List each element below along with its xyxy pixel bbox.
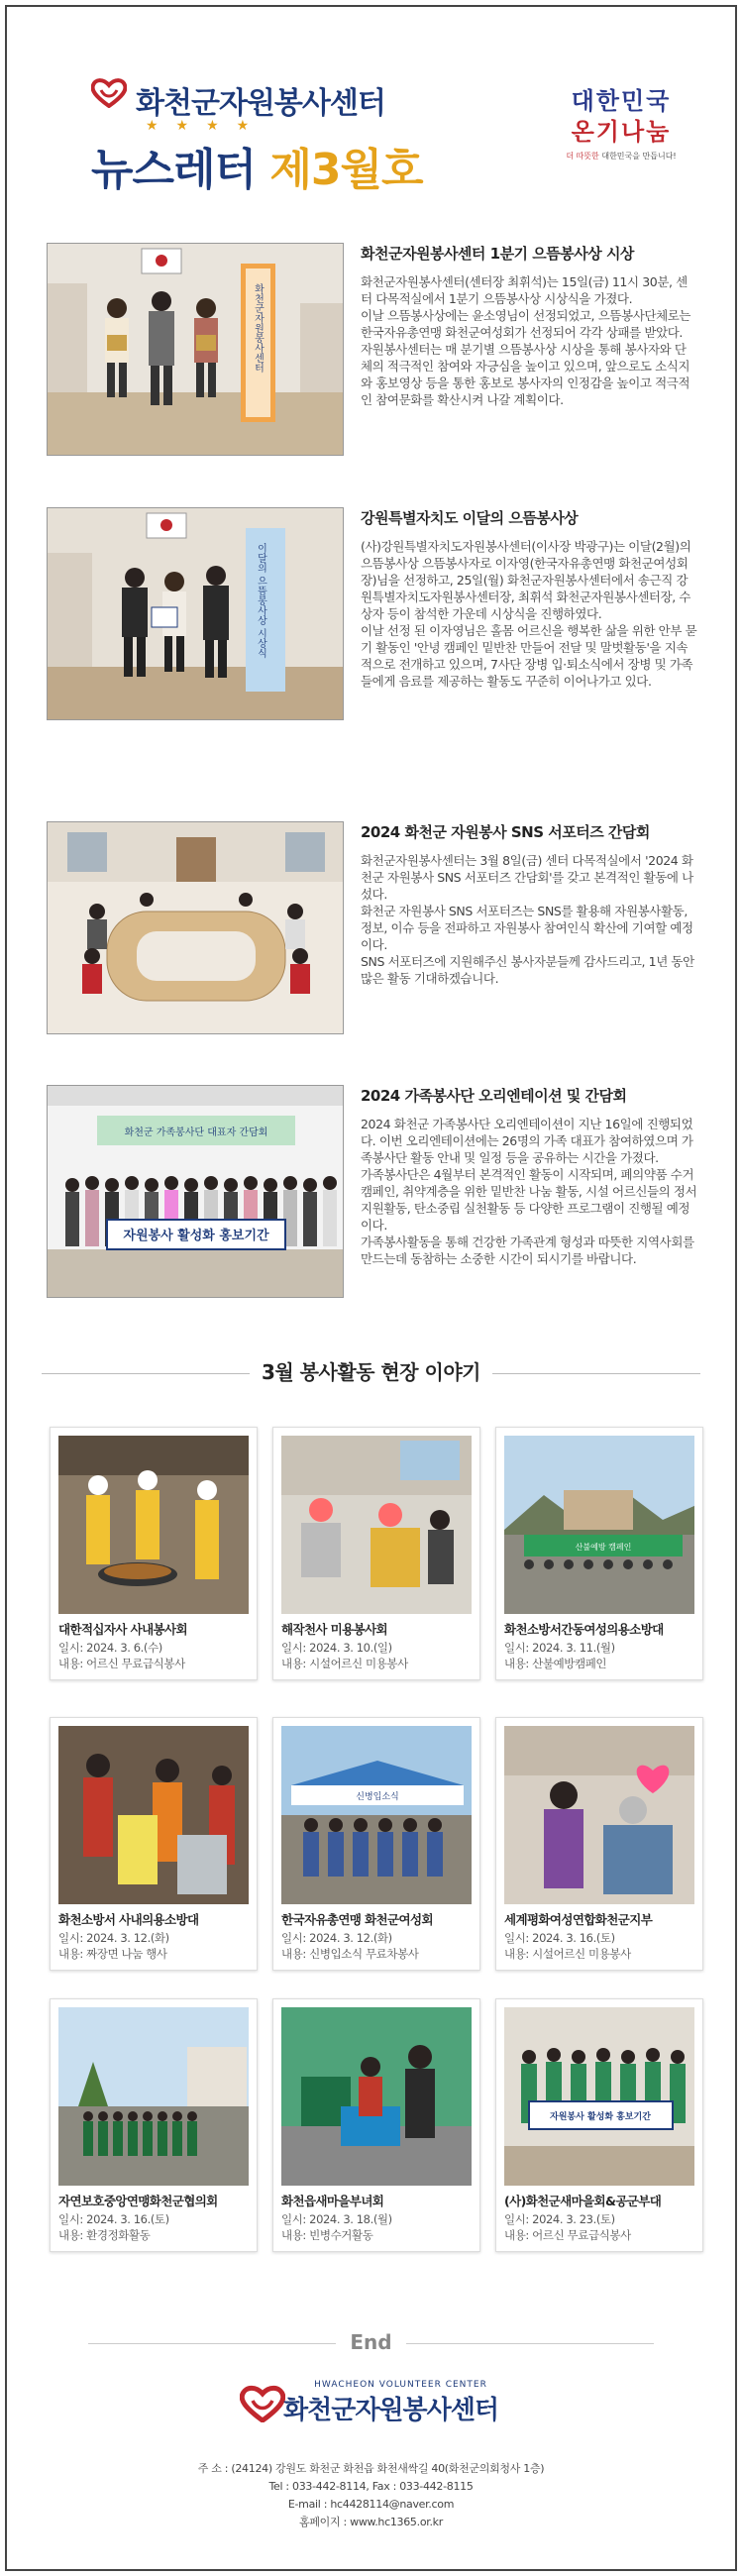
monthly-award-photo: [48, 508, 344, 720]
article-3-text: [361, 821, 697, 987]
card-6-title: 세계평화여성연합화천군지부: [504, 1912, 653, 1927]
footer-contact: [7, 2460, 735, 2531]
activity-card-9: [495, 1998, 703, 2252]
card-2-title: 해작천사 미용봉사회: [281, 1622, 388, 1637]
footer-korean-name: 화천군자원봉사센터: [282, 2396, 499, 2425]
article-2-photo: [47, 507, 344, 720]
card-3-title: 화천소방서간동여성의용소방대: [504, 1622, 664, 1637]
card-2-date: 일시: 2024. 3. 10.(일): [281, 1641, 392, 1655]
footer-tel: Tel : 033-442-8114, Fax : 033-442-8115: [268, 2480, 474, 2493]
divider: [406, 2343, 654, 2344]
card-2-photo: [281, 1436, 472, 1614]
activity-card-3: [495, 1427, 703, 1680]
card-9-content: 내용: 어르신 무료급식봉사: [504, 2228, 631, 2242]
card-5-date: 일시: 2024. 3. 12.(화): [281, 1931, 392, 1945]
activity-card-7: [50, 1998, 258, 2252]
card-3-photo: [504, 1436, 694, 1614]
card-5-photo: [281, 1726, 472, 1904]
footer-english-name: HWACHEON VOLUNTEER CENTER: [314, 2380, 487, 2390]
article-1: [47, 243, 695, 461]
banner-text: 신병입소식: [356, 1792, 399, 1802]
award-ceremony-photo: [48, 244, 344, 456]
title-stars: ★★★★: [146, 118, 267, 134]
card-1-title: 대한적십자사 사내봉사회: [58, 1622, 187, 1637]
sns-meeting-photo: [48, 822, 344, 1034]
activity-card-5: [272, 1717, 480, 1971]
card-4-photo: [58, 1726, 249, 1904]
card-8-content: 내용: 빈병수거활동: [281, 2228, 373, 2242]
card-9-date: 일시: 2024. 3. 23.(토): [504, 2212, 615, 2226]
article-2-body: (사)강원특별자치도자원봉사센터(이사장 박광구)는 이달(2월)의 으뜸봉사상 으뜸봉사자로 이자영(한국자유총연맹 화천군여성회장)님을 선정하고, 25일(월) 화천군자원봉사센터에서 송근직 강원특별자치도자원봉사센터장, 최휘석 화천군자원봉사센터장, 수상자 등이 참석한 가운데 시상식을 진행하였다. 이날 선정 된 이자영님은 홀몸 어르신을 행복한 삶을 위한 안부 묻기 활동인 '안녕 캠페인 밑반찬 만들어 전달 및 말벗활동'을 지속적으로 전개하고 있으며, 7사단 장병 입·퇴소식에서 장병 및 가족들에게 음료를 제공하는 활동도 꾸준히 이어나가고 있다.: [361, 539, 697, 689]
end-label: End: [350, 2330, 392, 2354]
card-6-content: 내용: 시설어르신 미용봉사: [504, 1947, 631, 1961]
card-6-date: 일시: 2024. 3. 16.(토): [504, 1931, 615, 1945]
newsletter-issue: 제3월호: [269, 145, 423, 195]
card-3-content: 내용: 산불예방캠페인: [504, 1657, 607, 1670]
article-3-photo: [47, 821, 344, 1034]
article-2-title: 강원특별자치도 이달의 으뜸봉사상: [361, 509, 579, 527]
article-3-body: 화천군자원봉사센터는 3월 8일(금) 센터 다목적실에서 '2024 화천군 자원봉사 SNS 서포터즈 간담회'를 갖고 본격적인 활동에 나섰다. 화천군 자원봉사 SNS 서포터즈는 SNS를 활용해 자원봉사활동, 정보, 이슈 등을 전파하고 자원봉사 참여인식 확산에 기여할 예정이다. SNS 서포터즈에 지원해주신 봉사자분들께 감사드리고, 1년 동안 많은 활동 기대하겠습니다.: [361, 853, 694, 986]
article-4-body: 2024 화천군 가족봉사단 오리엔테이션이 지난 16일에 진행되었다. 이번 오리엔테이션에는 26명의 가족 대표가 참여하였으며 가족봉사단 활동 안내 및 일정 등을 공유하는 시간을 가졌다. 가족봉사단은 4월부터 본격적인 활동이 시작되며, 폐의약품 수거 캠페인, 취약계층을 위한 밑반찬 나눔 활동, 시설 어르신들의 정서지원활동, 탄소중립 실천활동 등 다양한 프로그램이 진행될 예정이다. 가족봉사활동을 통해 건강한 가족관계 형성과 따뜻한 지역사회를 만드는데 동참하는 소중한 시간이 되시기를 바랍니다.: [361, 1117, 697, 1266]
article-2: [47, 507, 695, 725]
banner-text: 자원봉사 활성화 홍보기간: [123, 1229, 269, 1243]
divider: [492, 1373, 700, 1374]
family-volunteer-photo: [48, 1086, 344, 1298]
card-6-photo: [504, 1726, 694, 1904]
divider: [88, 2343, 336, 2344]
footer-homepage[interactable]: 홈페이지 : www.hc1365.or.kr: [299, 2516, 443, 2528]
card-7-date: 일시: 2024. 3. 16.(토): [58, 2212, 169, 2226]
card-1-content: 내용: 어르신 무료급식봉사: [58, 1657, 185, 1670]
banner-text: 화천군 가족봉사단 대표자 간담회: [124, 1127, 268, 1138]
article-2-text: [361, 507, 697, 690]
card-5-content: 내용: 신병입소식 무료차봉사: [281, 1947, 419, 1961]
card-8-date: 일시: 2024. 3. 18.(월): [281, 2212, 392, 2226]
card-3-date: 일시: 2024. 3. 11.(월): [504, 1641, 615, 1655]
article-3-title: 2024 화천군 자원봉사 SNS 서포터즈 간담회: [361, 823, 650, 841]
card-4-title: 화천소방서 사내의용소방대: [58, 1912, 199, 1927]
banner-text: 자원봉사 활성화 홍보기간: [550, 2112, 651, 2122]
slogan-line3: [557, 151, 686, 161]
activity-card-2: [272, 1427, 480, 1680]
newsletter-prefix: 뉴스레터: [91, 145, 257, 195]
newsletter-page: [5, 5, 737, 2571]
card-9-photo: [504, 2007, 694, 2186]
article-1-text: [361, 243, 697, 408]
end-marker: [7, 2330, 735, 2354]
card-4-date: 일시: 2024. 3. 12.(화): [58, 1931, 169, 1945]
article-1-photo: [47, 243, 344, 456]
card-2-content: 내용: 시설어르신 미용봉사: [281, 1657, 408, 1670]
activity-card-4: [50, 1717, 258, 1971]
card-7-title: 자연보호중앙연맹화천군협의회: [58, 2194, 218, 2208]
banner-text: 산불예방 캠페인: [575, 1543, 632, 1552]
banner-text: 이달의 으뜸봉사상 시상식: [255, 543, 266, 659]
slogan-line1: 대한민국: [571, 87, 672, 115]
slogan-rest: 대한민국을 만듭니다!: [598, 152, 677, 161]
card-4-content: 내용: 짜장면 나눔 행사: [58, 1947, 167, 1961]
article-1-body: 화천군자원봉사센터(센터장 최휘석)는 15일(금) 11시 30분, 센터 다목적실에서 1분기 으뜸봉사상 시상식을 가졌다. 이날 으뜸봉사상에는 윤소영님이 선정되었고, 으뜸봉사단체로는 한국자유총연맹 화천군여성회가 선정되어 각각 상패를 받았다. 자원봉사센터는 매 분기별 으뜸봉사상 시상을 통해 봉사자와 단체의 적극적인 참여와 자긍심을 높이고 있으며, 앞으로도 소식지와 홍보영상 등을 통한 홍보로 봉사자의 인정감을 높이고 적극적인 참여문화를 확산시켜 나갈 계획이다.: [361, 274, 691, 407]
card-8-title: 화천읍새마을부녀회: [281, 2194, 384, 2208]
header: [7, 7, 735, 205]
article-4-text: [361, 1085, 697, 1267]
divider: [42, 1373, 250, 1374]
footer-address: 주 소 : (24124) 강원도 화천군 화천읍 화천새싹길 40(화천군의회청사 1층): [197, 2462, 545, 2475]
activity-card-8: [272, 1998, 480, 2252]
activity-card-6: [495, 1717, 703, 1971]
card-1-date: 일시: 2024. 3. 6.(수): [58, 1641, 162, 1655]
org-title: 화천군자원봉사센터: [136, 86, 385, 121]
card-9-title: (사)화천군새마을회&공군부대: [504, 2194, 662, 2208]
campaign-slogan: [557, 81, 686, 161]
card-7-content: 내용: 환경정화활동: [58, 2228, 151, 2242]
heart-logo-icon: [91, 78, 127, 108]
card-1-photo: [58, 1436, 249, 1614]
slogan-line2: 온기나눔: [571, 118, 672, 146]
slogan-highlight: 더 따뜻한: [566, 152, 599, 161]
article-4: [47, 1085, 695, 1303]
article-4-photo: [47, 1085, 344, 1298]
newsletter-title: [91, 134, 422, 197]
article-3: [47, 821, 695, 1039]
section-title-text: 3월 봉사활동 현장 이야기: [261, 1360, 480, 1384]
card-8-photo: [281, 2007, 472, 2186]
card-7-photo: [58, 2007, 249, 2186]
card-5-title: 한국자유총연맹 화천군여성회: [281, 1912, 433, 1927]
activity-section-title: [7, 1356, 735, 1385]
activity-card-1: [50, 1427, 258, 1680]
footer-email[interactable]: E-mail : hc4428114@naver.com: [287, 2498, 455, 2511]
footer-logo: [7, 2380, 735, 2426]
article-4-title: 2024 가족봉사단 오리엔테이션 및 간담회: [361, 1087, 627, 1105]
article-1-title: 화천군자원봉사센터 1분기 으뜸봉사상 시상: [361, 245, 634, 263]
banner-text: 화천군자원봉사센터: [252, 283, 264, 373]
